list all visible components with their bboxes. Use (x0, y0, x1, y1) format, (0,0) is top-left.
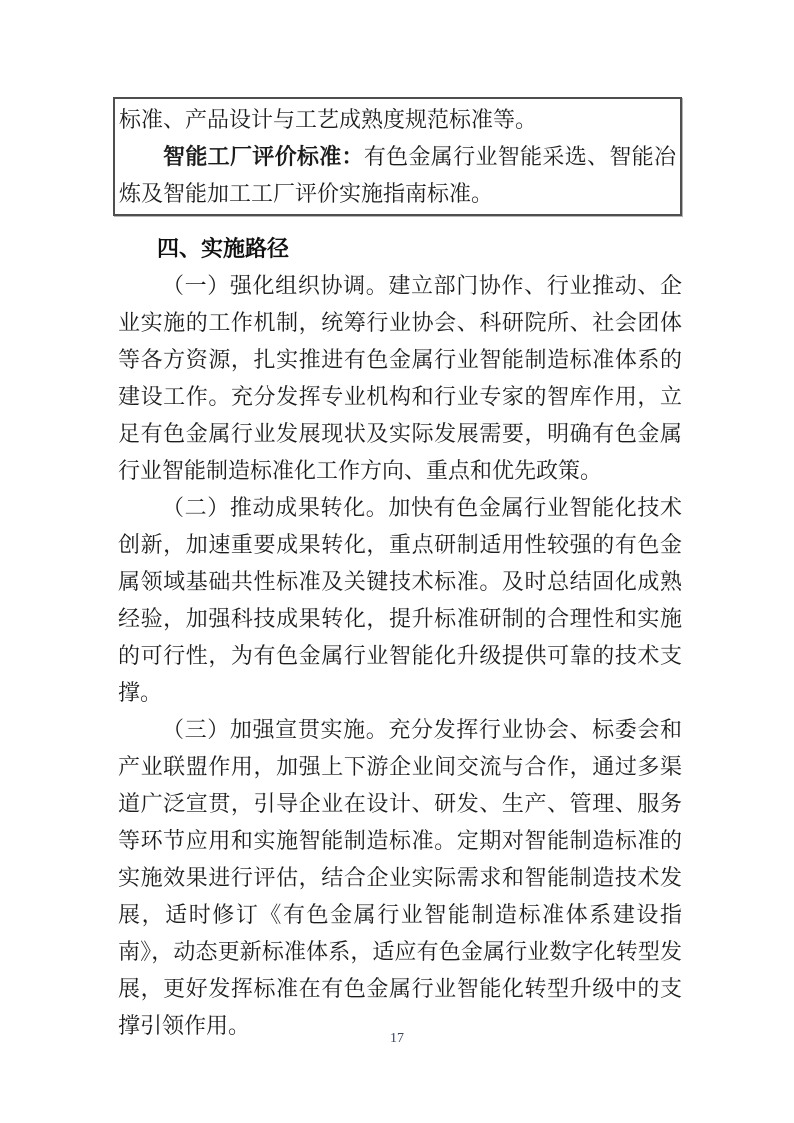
smart-factory-standard-label: 智能工厂评价标准： (163, 144, 364, 169)
paragraph-strengthen-implementation: （三）加强宣贯实施。充分发挥行业协会、标委会和产业联盟作用，加强上下游企业间交流与合作，通过多渠道广泛宣贯，引导企业在设计、研发、生产、管理、服务等环节应用和实施智能制造标准。定期对智能制造标准的实施效果进行评估，结合企业实际需求和智能制造技术发展，适时修订《有色金属行业智能制造标准体系建设指南》，动态更新标准体系，适应有色金属行业数字化转型发展，更好发挥标准在有色金属行业智能化转型升级中的支撑引领作用。 (118, 717, 682, 1038)
boxed-excerpt (113, 97, 682, 216)
box-paragraph-continuation: 标准、产品设计与工艺成熟度规范标准等。 (119, 107, 538, 132)
page-number: 17 (390, 1031, 404, 1046)
content-area (113, 97, 682, 1044)
section-heading-implementation-path: 四、实施路径 (157, 236, 290, 261)
paragraph-strengthen-coordination: （一）强化组织协调。建立部门协作、行业推动、企业实施的工作机制，统筹行业协会、科研院所、社会团体等各方资源，扎实推进有色金属行业智能制造标准体系的建设工作。充分发挥专业机构和行业专家的智库作用，立足有色金属行业发展现状及实际发展需要，明确有色金属行业智能制造标准化工作方向、重点和优先政策。 (118, 273, 682, 483)
box-paragraph-smart-factory (119, 138, 676, 212)
section-body (113, 267, 682, 1044)
smart-factory-standard-text: 有色金属行业智能采选、智能冶炼及智能加工工厂评价实施指南标准。 (119, 144, 676, 206)
paragraph-promote-transformation: （二）推动成果转化。加快有色金属行业智能化技术创新，加速重要成果转化，重点研制适用性较强的有色金属领域基础共性标准及关键技术标准。及时总结固化成熟经验，加强科技成果转化，提升标准研制的合理性和实施的可行性，为有色金属行业智能化升级提供可靠的技术支撑。 (118, 495, 682, 705)
